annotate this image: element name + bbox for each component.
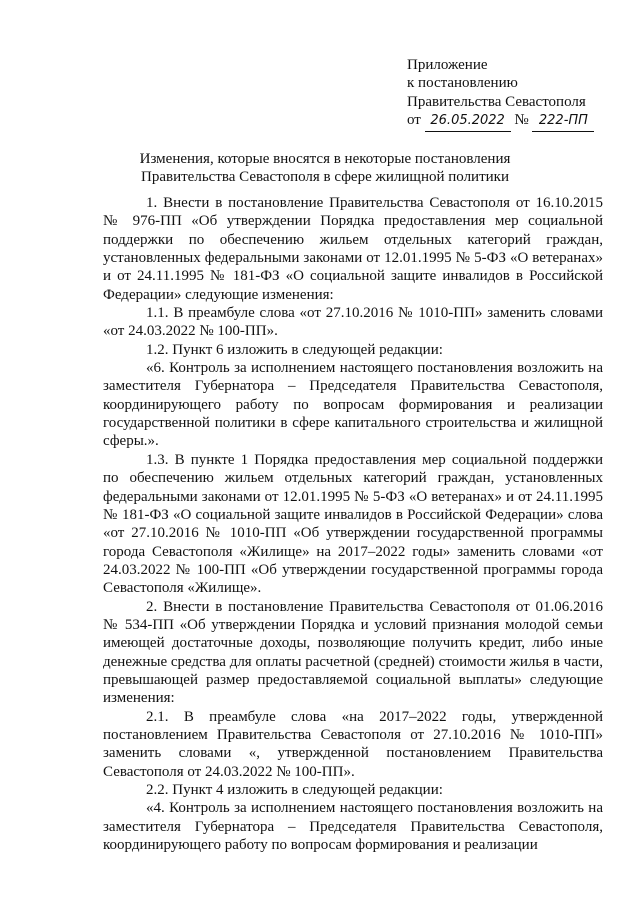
paragraph: 1.3. В пункте 1 Порядка предоставления мер социальной поддержки по обеспечению жильем отдельных категорий граждан, установленных федеральными законами от 12.01.1995 № 5-ФЗ «О ветеранах» и от 24.11.1995 № 181-ФЗ «О социальной защите инвалидов в Российской Федерации» слова «от 27.10.2016 № 1010-ПП «Об утверждении государственной программы города Севастополя «Жилище» на 2017–2022 годы» заменить словами «от 24.03.2022 № 100-ПП «Об утверждении государственной программы города Севастополя «Жилище». xyxy=(103,451,603,597)
paragraph: 1. Внести в постановление Правительства Севастополя от 16.10.2015 № 976-ПП «Об утверждении Порядка предоставления мер социальной поддержки по обеспечению жильем отдельных категорий граждан, установленных федеральными законами от 12.01.1995 № 5-ФЗ «О ветеранах» и от 24.11.1995 № 181-ФЗ «О социальной защите инвалидов в Российской Федерации» следующие изменения: xyxy=(103,195,603,303)
paragraph: 1.1. В преамбуле слова «от 27.10.2016 № 1010-ПП» заменить словами «от 24.03.2022 № 100-ПП». xyxy=(103,305,603,340)
paragraph: 2.2. Пункт 4 изложить в следующей редакции: xyxy=(146,782,443,798)
paragraph: «6. Контроль за исполнением настоящего постановления возложить на заместителя Губернатора – Председателя Правительства Севастополя, координирующего работу по вопросам формирования и реализации государственной политики в сфере капитального строительства и жилищной сферы.». xyxy=(103,360,603,450)
paragraph: «4. Контроль за исполнением настоящего постановления возложить на заместителя Губернатора – Председателя Правительства Севастополя, координирующего работу по вопросам формирования и реализации xyxy=(103,800,603,854)
handwritten-date: 26.05.2022 xyxy=(430,113,505,129)
appendix-date-line xyxy=(407,111,607,131)
document-body xyxy=(103,194,603,854)
appendix-line: к постановлению xyxy=(407,75,518,92)
handwritten-number: 222-ПП xyxy=(538,113,588,129)
paragraph: 2. Внести в постановление Правительства Севастополя от 01.06.2016 № 534-ПП «Об утверждении Порядка и условий признания молодой семьи имеющей достаточные доходы, позволяющие получить кредит, либо иные денежные средства для оплаты расчетной (средней) стоимости жилья в части, превышающей размер предоставляемой социальной выплаты» следующие изменения: xyxy=(103,598,603,707)
date-prefix: от xyxy=(407,112,421,129)
paragraph: 2.1. В преамбуле слова «на 2017–2022 годы, утвержденной постановлением Правительства Севастополя от 27.10.2016 № 1010-ПП» заменить словами «, утвержденной постановлением Правительства Севастополя от 24.03.2022 № 100-ПП». xyxy=(103,708,603,780)
number-field xyxy=(532,111,594,131)
number-prefix: № xyxy=(514,112,529,129)
appendix-line: Правительства Севастополя xyxy=(407,93,586,110)
paragraph: 1.2. Пункт 6 изложить в следующей редакции: xyxy=(146,341,443,358)
document-title: Изменения, которые вносятся в некоторые постановления Правительства Севастополя в сфере жилищной политики xyxy=(139,151,511,186)
appendix-block xyxy=(407,56,607,132)
appendix-line: Приложение xyxy=(407,57,488,73)
date-field xyxy=(425,111,511,131)
